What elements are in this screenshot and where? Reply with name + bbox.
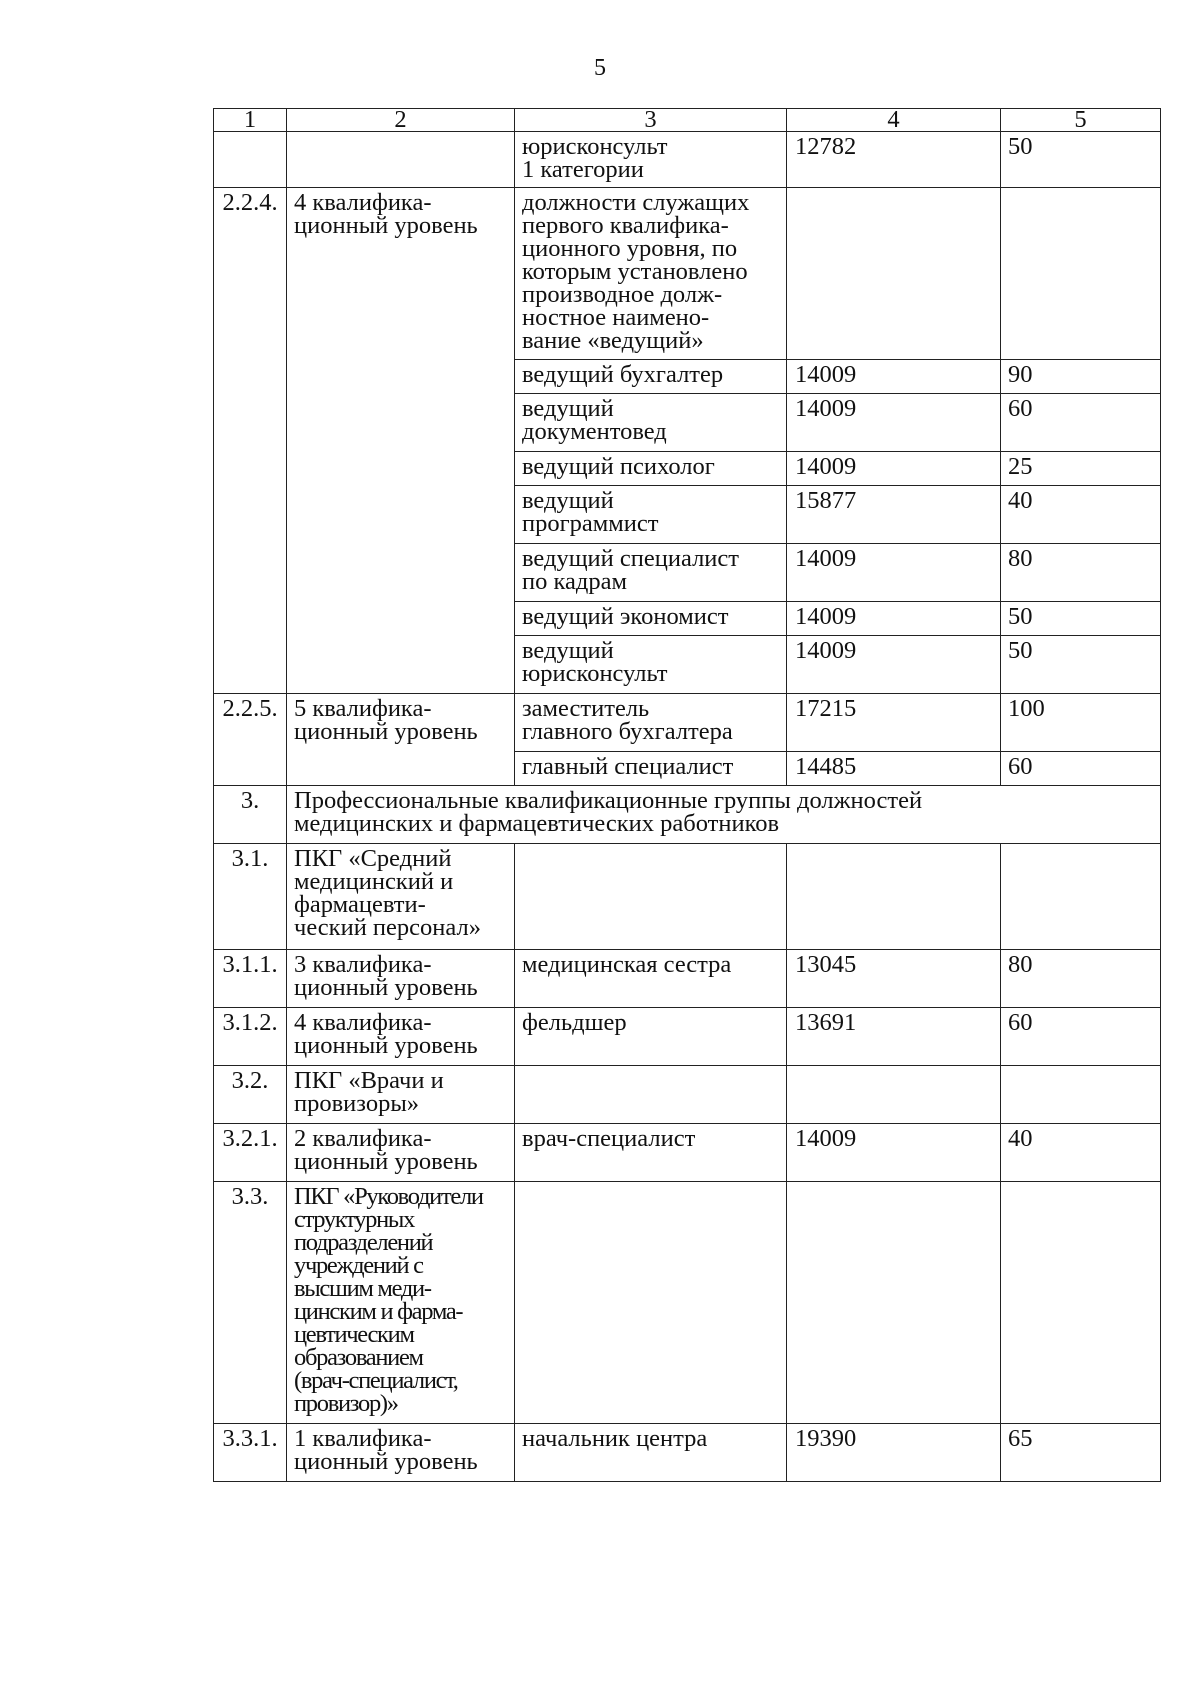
percent-value: 80 — [1001, 544, 1161, 602]
group-name: ПКГ «Средний медицинский и фармацевти- ческий персонал» — [287, 844, 515, 950]
salary-value: 15877 — [787, 486, 1001, 544]
table-row — [214, 694, 1161, 752]
percent-value: 90 — [1001, 360, 1161, 394]
table-header-row — [214, 109, 1161, 132]
row-number — [214, 132, 287, 188]
percent-value: 60 — [1001, 394, 1161, 452]
table-row — [214, 188, 1161, 360]
salary-value — [787, 844, 1001, 950]
percent-value: 50 — [1001, 602, 1161, 636]
position-name — [515, 1066, 787, 1124]
position-name: заместитель главного бухгалтера — [515, 694, 787, 752]
position-name: ведущий документовед — [515, 394, 787, 452]
position-name: ведущий программист — [515, 486, 787, 544]
qualification-level: 4 квалифика- ционный уровень — [287, 1008, 515, 1066]
percent-value — [1001, 188, 1161, 360]
salary-value: 13045 — [787, 950, 1001, 1008]
salary-value: 13691 — [787, 1008, 1001, 1066]
row-number: 3.1. — [214, 844, 287, 950]
position-name — [515, 1182, 787, 1424]
row-number: 3.3.1. — [214, 1424, 287, 1482]
salary-value — [787, 1182, 1001, 1424]
row-number: 3.1.1. — [214, 950, 287, 1008]
salary-value — [787, 188, 1001, 360]
percent-value — [1001, 1182, 1161, 1424]
percent-value: 100 — [1001, 694, 1161, 752]
salary-value: 14009 — [787, 602, 1001, 636]
percent-value: 50 — [1001, 132, 1161, 188]
percent-value: 65 — [1001, 1424, 1161, 1482]
header-col-2: 2 — [287, 109, 515, 132]
percent-value: 60 — [1001, 1008, 1161, 1066]
salary-value: 14009 — [787, 1124, 1001, 1182]
position-name: начальник центра — [515, 1424, 787, 1482]
percent-value — [1001, 844, 1161, 950]
position-name: ведущий психолог — [515, 452, 787, 486]
group-name: ПКГ «Врачи и провизоры» — [287, 1066, 515, 1124]
section-title: Профессиональные квалификационные группы должностей медицинских и фармацевтических работников — [287, 786, 1161, 844]
row-number: 2.2.5. — [214, 694, 287, 786]
salary-value — [787, 1066, 1001, 1124]
position-name: фельдшер — [515, 1008, 787, 1066]
table-row — [214, 1008, 1161, 1066]
salary-table — [213, 108, 1161, 1482]
qualification-level — [287, 132, 515, 188]
position-name: должности служащих первого квалифика- ционного уровня, по которым установлено производное долж- ностное наимено- вание «ведущий» — [515, 188, 787, 360]
header-col-4: 4 — [787, 109, 1001, 132]
table-row — [214, 950, 1161, 1008]
qualification-level: 5 квалифика- ционный уровень — [287, 694, 515, 786]
percent-value: 80 — [1001, 950, 1161, 1008]
table-row — [214, 844, 1161, 950]
table-row — [214, 1066, 1161, 1124]
salary-value: 14009 — [787, 636, 1001, 694]
table-row — [214, 1182, 1161, 1424]
row-number: 3.2. — [214, 1066, 287, 1124]
row-number: 3.1.2. — [214, 1008, 287, 1066]
position-name: ведущий специалист по кадрам — [515, 544, 787, 602]
position-name: врач-специалист — [515, 1124, 787, 1182]
table-row — [214, 132, 1161, 188]
row-number: 3.3. — [214, 1182, 287, 1424]
salary-value: 17215 — [787, 694, 1001, 752]
header-col-3: 3 — [515, 109, 787, 132]
position-name — [515, 844, 787, 950]
row-number: 2.2.4. — [214, 188, 287, 694]
header-col-1: 1 — [214, 109, 287, 132]
position-name: ведущий бухгалтер — [515, 360, 787, 394]
position-name: ведущий экономист — [515, 602, 787, 636]
table-row — [214, 1124, 1161, 1182]
position-name: медицинская сестра — [515, 950, 787, 1008]
salary-value: 19390 — [787, 1424, 1001, 1482]
qualification-level: 4 квалифика- ционный уровень — [287, 188, 515, 694]
salary-value: 14009 — [787, 452, 1001, 486]
salary-value: 14009 — [787, 394, 1001, 452]
row-number: 3.2.1. — [214, 1124, 287, 1182]
salary-value: 14009 — [787, 544, 1001, 602]
percent-value: 25 — [1001, 452, 1161, 486]
position-name: ведущий юрисконсульт — [515, 636, 787, 694]
table-row — [214, 1424, 1161, 1482]
percent-value: 40 — [1001, 1124, 1161, 1182]
percent-value: 40 — [1001, 486, 1161, 544]
percent-value: 60 — [1001, 752, 1161, 786]
salary-value: 14009 — [787, 360, 1001, 394]
position-name: главный специалист — [515, 752, 787, 786]
qualification-level: 3 квалифика- ционный уровень — [287, 950, 515, 1008]
position-name: юрисконсульт 1 категории — [515, 132, 787, 188]
percent-value — [1001, 1066, 1161, 1124]
qualification-level: 2 квалифика- ционный уровень — [287, 1124, 515, 1182]
section-number: 3. — [214, 786, 287, 844]
salary-value: 12782 — [787, 132, 1001, 188]
page-number: 5 — [594, 55, 606, 81]
qualification-level: 1 квалифика- ционный уровень — [287, 1424, 515, 1482]
section-row — [214, 786, 1161, 844]
salary-value: 14485 — [787, 752, 1001, 786]
percent-value: 50 — [1001, 636, 1161, 694]
header-col-5: 5 — [1001, 109, 1161, 132]
group-name: ПКГ «Руководители структурных подразделений учреждений с высшим меди- цинским и фарма- цевтическим образованием (врач-специалист, провизор)» — [287, 1182, 515, 1424]
